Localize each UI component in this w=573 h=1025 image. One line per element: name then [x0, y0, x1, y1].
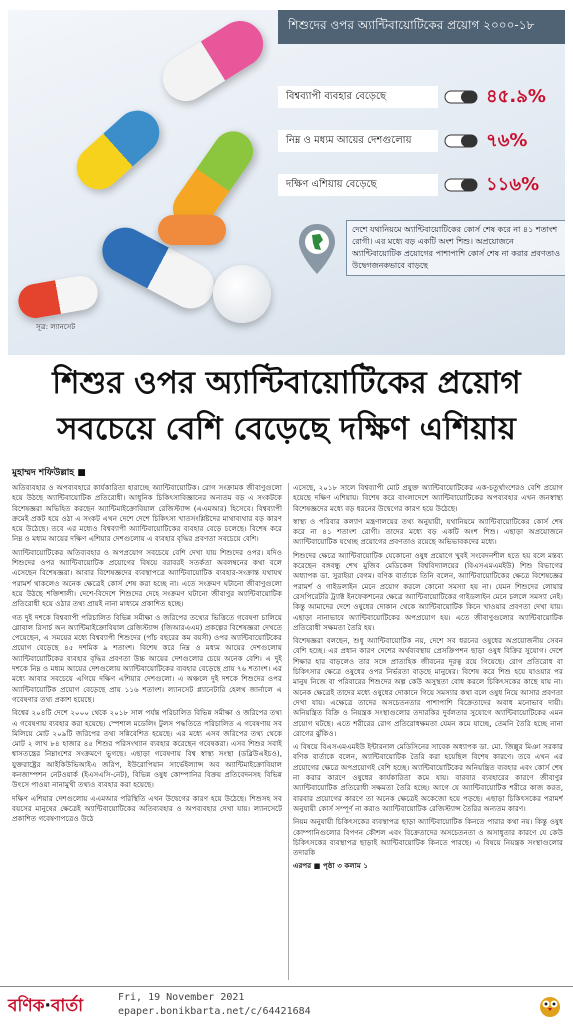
article-column-left [12, 483, 282, 980]
byline: মুহাম্মদ শফিউল্লাহ ■ [12, 468, 86, 478]
stat-row [278, 172, 565, 198]
paragraph: শিশুদের ক্ষেত্রে অ্যান্টিবায়োটিক যেকোনো ওষুধ প্রয়োগে খুবই সংবেদনশীল হতে হয় বলে মন্তব্য করেছেন বঙ্গবন্ধু শেখ মুজিব মেডিকেল বিশ্ববিদ্যালয়ের (বিএসএমএমইউ) শিশু বিভাগের অধ্যাপক ডা. সুরাইয়া বেগম। বণিক বার্তাকে তিনি বলেন, অ্যান্টিবায়োটিকের ক্ষেত্রে বিশেষজ্ঞের পরামর্শ ও গাইডলাইন মেনে প্রয়োগ করলে কোনো সমস্যা হয় না। যেমন শিশুদের লোয়ার রেসপিরেটরি ট্র্যাক্ট ইনফেকশনের ক্ষেত্রে অ্যান্টিবায়োটিকের গাইডলাইন মেনে চললে সমস্যা নেই। কিন্তু আমাদের দেশে ওষুধের দোকান থেকে অ্যান্টিবায়োটিক কিনে খাওয়ার প্রবণতা দেখা যায়। এছাড়া নানাভাবে অ্যান্টিবায়োটিকের অপপ্রয়োগ হয়। এতে জীবাণুগুলোর অ্যান্টিবায়োটিক প্রতিরোধী সক্ষমতা তৈরি হয়। [293, 550, 563, 632]
stat-label: নিম্ন ও মধ্যম আয়ের দেশগুলোয় [278, 130, 438, 152]
capsule-icon [444, 90, 478, 104]
continued-marker: এরপর ■ পৃষ্ঠা ৩ কলাম ১ [293, 861, 368, 871]
logo-separator: · [44, 996, 51, 1016]
edition-url[interactable]: epaper.bonikbarta.net/c/64421684 [118, 1006, 311, 1017]
stat-value: ৭৬% [486, 129, 528, 151]
paragraph: অ্যান্টিবায়োটিকের অতিব্যবহার ও অপপ্রয়োগ সবচেয়ে বেশি দেখা যায় শিশুদের ওপর। যদিও শিশুদের ওপর অ্যান্টিবায়োটিক প্রয়োগের বিষয়ে বরাবরই সতর্কতা অবলম্বনের কথা বলে এসেছেন বিশেষজ্ঞরা। আবার বিশেষজ্ঞদের ব্যবস্থাপত্রে অ্যান্টিবায়োটিক ব্যবহার-সংক্রান্ত যথাযথ পরামর্শ থাকলেও অনেক ক্ষেত্রেই কোর্স শেষ করা হচ্ছে না। এতে সংক্রমণ ঘটানো জীবাণুগুলো হয়ে উঠছে শক্তিশালী। দেশে-বিদেশে শিশুদের দেহে সংক্রমণ ঘটানো জীবাণুর অ্যান্টিবায়োটিক প্রতিরোধী হয়ে ওঠার তথ্য প্রায়ই নানা মাধ্যমে প্রকাশিত হচ্ছে। [12, 547, 282, 609]
pill-image [16, 273, 101, 320]
stat-row [278, 128, 565, 154]
infographic-title: শিশুদের ওপর অ্যান্টিবায়োটিকের প্রয়োগ ২০০০-১৮ [278, 10, 565, 44]
stat-value: ১১৬% [486, 173, 540, 195]
stat-label: বিশ্বব্যাপী ব্যবহার বেড়েছে [278, 86, 438, 108]
paragraph: বিশ্বের ২০৪টি দেশে ২০০০ থেকে ২০১৮ সাল পর্যন্ত পরিচালিত বিভিন্ন সমীক্ষা ও জরিপের তথ্য এ গবেষণায় ব্যবহার করা হয়েছে। স্পেশাল মডেলিং টুলস পদ্ধতিতে পরিচালিত এ গবেষণায় সব মিলিয়ে মোট ২০৯টি জরিপের তথ্য সন্নিবেশিত হয়েছে। এর মধ্যে এসব জরিপের তথ্য থেকে মোট ২ লাখ ৮৪ হাজার ৪৫ শিশুর পরিসংখ্যান ব্যবহার করেছেন গবেষকরা। এসব শিশুর সবাই শ্বাসতন্ত্রের নিম্নাংশের সংক্রমণে ভুগছে। এছাড়া গবেষণায় বিশ্ব স্বাস্থ্য সংস্থা (ডব্লিউএইচও), যুক্তরাষ্ট্রের আইকিউভিআইএ জরিপ, ইউরোপিয়ান সার্ভেইল্যান্স অব অ্যান্টিমাইক্রোবিয়াল কনজাম্পশন নেটওয়ার্ক (ইএসএসি-নেট), বিভিন্ন ওষুধ কোম্পানির বিক্রয় প্রতিবেদনসহ বিভিন্ন উৎসে পাওয়া নানামুখী তথ্যও ব্যবহার করা হয়েছে। [12, 708, 282, 790]
article-column-right [293, 483, 563, 980]
edition-date: Fri, 19 November 2021 [118, 992, 245, 1003]
article-body [12, 483, 563, 980]
logo-text: বণিক [8, 996, 45, 1016]
publication-logo[interactable] [8, 993, 83, 1021]
paragraph: বিশেষজ্ঞরা বলছেন, শুধু অ্যান্টিবায়োটিক নয়, দেশে সব ধরনের ওষুধের অপ্রয়োজনীয় সেবন বেশি হচ্ছে। এর প্রধান কারণ দেশের অর্থব্যবস্থায় প্রেসক্রিপশন ছাড়া ওষুধ বিক্রির সুযোগ। দেশে শিক্ষার হার বাড়লেও তার সঙ্গে প্রাত্যহিক জীবনের দূরত্ব রয়ে গিয়েছে। রোগ প্রতিরোধ বা চিকিৎসার ক্ষেত্রে ওষুধের ওপর নির্ভরতা বাড়ছে মানুষের। বিশেষ করে শিশু হয়ে যাওয়ার পর মানুষ নিজে বা পরিবারের শিশুদের অল্প কেউ অসুস্থতা বোধ করলে চিকিৎসকের কাছে যায় না। অনেক ক্ষেত্রেই তাদের মধ্যে ওষুধের দোকানে গিয়ে সমস্যার কথা বলে ওষুধ নিয়ে আসার প্রবণতা দেখা যায়। এক্ষেত্রে তাদের অসচেতনতার পাশাপাশি বিক্রেতাদের অবাধ মনোভাব দায়ী। অনিয়ন্ত্রিত বিক্রি ও নিয়ন্ত্রক সংস্থাগুলোর তদারকির দুর্বলতার সুযোগে অ্যান্টিবায়োটিকের এমন প্রয়োগ ঘটছে। এতে শরীরের রোগ প্রতিরোধক্ষমতা যেমন কমে যাচ্ছে, তেমনি তৈরি হচ্ছে নানা রোগের ঝুঁকিও। [293, 636, 563, 738]
edition-meta [118, 991, 311, 1019]
pill-image [154, 12, 272, 109]
infographic-panel [278, 10, 565, 310]
source-credit: সূত্র: ল্যানসেট [36, 323, 76, 331]
paragraph: স্বাস্থ্য ও পরিবার কল্যাণ মন্ত্রণালয়ের তথ্য অনুযায়ী, যথানিয়মে অ্যান্টিবায়োটিকের কোর্স শেষ করে না ৪১ শতাংশ রোগী। তাদের মধ্যে বড় একটি অংশ শিশু। এছাড়া অপ্রয়োজনে অ্যান্টিবায়োটিক যথেচ্ছ প্রয়োগের প্রবণতাও রয়েছে অভিভাবকদের মধ্যে। [293, 516, 563, 547]
column-divider [288, 483, 289, 980]
infographic [8, 10, 565, 355]
infographic-note: দেশে যথানিয়মে অ্যান্টিবায়োটিকের কোর্স শেষ করে না ৪১ শতাংশ রোগী। এর মধ্যে বড় একটি অংশ শিশু। অপ্রয়োজনে অ্যান্টিবায়োটিক প্রয়োগের পাশাপাশি কোর্স শেষ না করার প্রবণতাও উদ্বেগজনকভাবে বাড়ছে [346, 220, 565, 276]
logo-text-tail: বার্তা [50, 996, 84, 1016]
stat-label: দক্ষিণ এশিয়ায় বেড়েছে [278, 174, 438, 196]
headline [0, 360, 573, 452]
owl-icon [537, 992, 563, 1018]
pill-image [213, 265, 271, 323]
footer [0, 986, 573, 1025]
paragraph: দক্ষিণ এশিয়ার দেশগুলোয় এএমআর পরিস্থিতি এখন উদ্বেগের কারণ হয়ে উঠেছে। শিশুসহ সব বয়সের মানুষের ক্ষেত্রেই অ্যান্টিবায়োটিকের অতিব্যবহার ও অপব্যবহার দেখা যায়। ল্যানসেটে প্রকাশিত গবেষণাপত্রেও উঠে [12, 793, 282, 824]
pill-image [158, 215, 226, 245]
paragraph: গত দুই দশকে বিশ্বব্যাপী পরিচালিত বিভিন্ন সমীক্ষা ও জরিপের তথ্যের ভিত্তিতে গবেষণা চালিয়ে গ্লোবাল রিসার্চ অন অ্যান্টিমাইক্রোবিয়াল রেজিস্ট্যান্স (জিআরএএম) প্রকল্পের বিশেষজ্ঞরা দেখতে পেয়েছেন, এ সময়ের মধ্যে বিশ্বব্যাপী শিশুদের (পাঁচ বছরের কম বয়সী) ওপর অ্যান্টিবায়োটিকের প্রয়োগ বেড়েছে ৪৫ দশমিক ৯ শতাংশ। বিশেষ করে নিম্ন ও মধ্যম আয়ের দেশগুলোয় অ্যান্টিবায়োটিকের ব্যবহার বৃদ্ধির প্রবণতা উচ্চ আয়ের দেশগুলোর চেয়ে অনেক বেশি। এ দুই দশকে নিম্ন ও মধ্যম আয়ের দেশগুলোয় অ্যান্টিবায়োটিকের ব্যবহার বেড়েছে প্রায় ৭৬ শতাংশ। এর মধ্যে আবার সবচেয়ে এগিয়ে দক্ষিণ এশিয়ার দেশগুলো। এ অঞ্চলে দুই দশকে শিশুদের ওপর অ্যান্টিবায়োটিক প্রয়োগ বেড়েছে প্রায় ১১৬ শতাংশ। ল্যানসেট প্ল্যানেটারি হেলথ জার্নালে এ গবেষণার তথ্য প্রকাশ হয়েছে। [12, 612, 282, 704]
headline-line-1: শিশুর ওপর অ্যান্টিবায়োটিকের প্রয়োগ [52, 365, 521, 401]
pill-image [68, 102, 169, 199]
stat-row [278, 84, 565, 110]
paragraph: এ বিষয়ে বিএসএমএমইউ ইন্টারনাল মেডিসিনের সাবেক অধ্যাপক ডা. মো. জিল্লুর মিঞা সরকার বণিক বার্তাকে বলেন, অ্যান্টিবায়োটিক তৈরি করা হয়েছিল বিশেষ কারণে। তবে এখন এর প্রয়োগের ক্ষেত্রে অপপ্রয়োগই বেশি হচ্ছে। অ্যান্টিবায়োটিকের অনিয়ন্ত্রিত ব্যবহার এবং কোর্স শেষ না করার কারণে ওষুধের কার্যকারিতা কমে যায়। বারবার ব্যবহারের কারণে জীবাণুর অ্যান্টিবায়োটিক প্রতিরোধী সক্ষমতা তৈরি হচ্ছে। আগে যে অ্যান্টিবায়োটিক শরীরে কাজ করত, বারবার প্রয়োগের কারণে তা অনেক ক্ষেত্রেই অকেজো হয়ে পড়ছে। এছাড়া চিকিৎসকের পরামর্শ অনুযায়ী কোর্স সম্পূর্ণ না করাও অ্যান্টিবায়োটিক রেজিস্ট্যান্স তৈরির অন্যতম কারণ। [293, 742, 563, 813]
capsule-icon [444, 134, 478, 148]
headline-line-2: সবচেয়ে বেশি বেড়েছে দক্ষিণ এশিয়ায় [57, 411, 516, 447]
paragraph: এসেছে, ২০১৮ সালে বিশ্বব্যাপী মোট প্রযুক্ত অ্যান্টিবায়োটিকের এক-চতুর্থাংশেরও বেশি প্রয়োগ হয়েছে দক্ষিণ এশিয়ায়। বিশেষ করে বাংলাদেশে অ্যান্টিবায়োটিকের অপব্যবহার এখন জনস্বাস্থ্য বিশেষজ্ঞদের মধ্যে বড় ধরনের উদ্বেগের কারণ হয়ে উঠেছে। [293, 483, 563, 513]
map-pin-icon [296, 222, 338, 276]
paragraph: নিয়ম অনুযায়ী চিকিৎসকের ব্যবস্থাপত্র ছাড়া অ্যান্টিবায়োটিক কিনতে পারার কথা নয়। কিন্তু ওষুধ কোম্পানিগুলোর বিপণন কৌশল এবং বিক্রেতাদের অসচেতনতা ও অসাধুতার কারণে যে কেউ চিকিৎসকের ব্যবস্থাপত্র ছাড়াই অ্যান্টিবায়োটিক কিনতে পারছে। এ বিষয়ে নিয়ন্ত্রক সংস্থাগুলোর তদারকি [293, 817, 563, 858]
capsule-icon [444, 178, 478, 192]
paragraph: অতিব্যবহার ও অপব্যবহারে কার্যকারিতা হারাচ্ছে অ্যান্টিবায়োটিক। রোগ সংক্রামক জীবাণুগুলো হয়ে উঠছে অ্যান্টিবায়োটিক প্রতিরোধী। আধুনিক চিকিৎসাবিজ্ঞানের অন্যতম বড় এ সংকটকে বিশেষজ্ঞরা অভিহিত করছেন অ্যান্টিমাইক্রোবিয়াল রেজিস্ট্যান্স (এএমআর) হিসেবে। বিশ্বব্যাপী ক্রমেই প্রকট হয়ে ওঠা এ সংকট এখন দেশে দেশে চিকিৎসা খাতসংশ্লিষ্টদের মাথাব্যথার বড় কারণ হয়ে উঠেছে। তবে এর মধ্যেও বিশ্বব্যাপী অ্যান্টিবায়োটিকের ব্যবহার বেড়ে চলেছে। বিশেষ করে নিম্ন ও মধ্যম আয়ের দক্ষিণ এশিয়ার দেশগুলোয় এ ব্যবহার বৃদ্ধির প্রবণতা সবচেয়ে বেশি। [12, 483, 282, 544]
stat-value: ৪৫.৯% [486, 85, 546, 107]
